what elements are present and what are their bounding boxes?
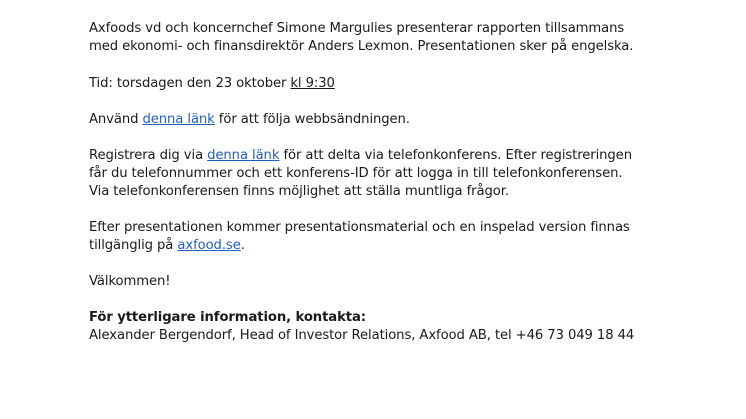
axfood-link[interactable]: axfood.se — [177, 238, 241, 253]
intro-line-2: med ekonomi- och finansdirektör Anders Lexmon. Presentationen sker på engelska. — [89, 39, 634, 54]
intro-line-1: Axfoods vd och koncernchef Simone Margulies presenterar rapporten tillsammans — [89, 21, 625, 36]
contact-heading: För ytterligare information, kontakta: — [89, 310, 366, 325]
intro-paragraph — [89, 20, 633, 56]
webcast-link[interactable]: denna länk — [142, 112, 215, 127]
material-after: . — [240, 238, 245, 253]
material-paragraph — [89, 219, 630, 255]
time-prefix: Tid: torsdagen den 23 oktober — [89, 76, 291, 91]
phone-line-2: får du telefonnummer och ett konferens-ID för att logga in till telefonkonferensen. — [89, 166, 623, 181]
contact-paragraph — [89, 309, 634, 345]
time-paragraph — [89, 75, 335, 93]
webcast-before: Använd — [89, 112, 143, 127]
welcome-text: Välkommen! — [89, 274, 171, 289]
phone-paragraph — [89, 147, 632, 201]
contact-details: Alexander Bergendorf, Head of Investor Relations, Axfood AB, tel +46 73 049 18 44 — [89, 328, 635, 343]
material-before: tillgänglig på — [89, 238, 178, 253]
phone-line-3: Via telefonkonferensen finns möjlighet att ställa muntliga frågor. — [89, 184, 509, 199]
time-clock: kl 9:30 — [290, 76, 335, 91]
webcast-after: för att följa webbsändningen. — [214, 112, 410, 127]
material-line-1: Efter presentationen kommer presentationsmaterial och en inspelad version finnas — [89, 220, 630, 235]
phone-after: för att delta via telefonkonferens. Efter registreringen — [279, 148, 632, 163]
phone-registration-link[interactable]: denna länk — [207, 148, 280, 163]
webcast-paragraph — [89, 111, 410, 129]
phone-before: Registrera dig via — [89, 148, 208, 163]
